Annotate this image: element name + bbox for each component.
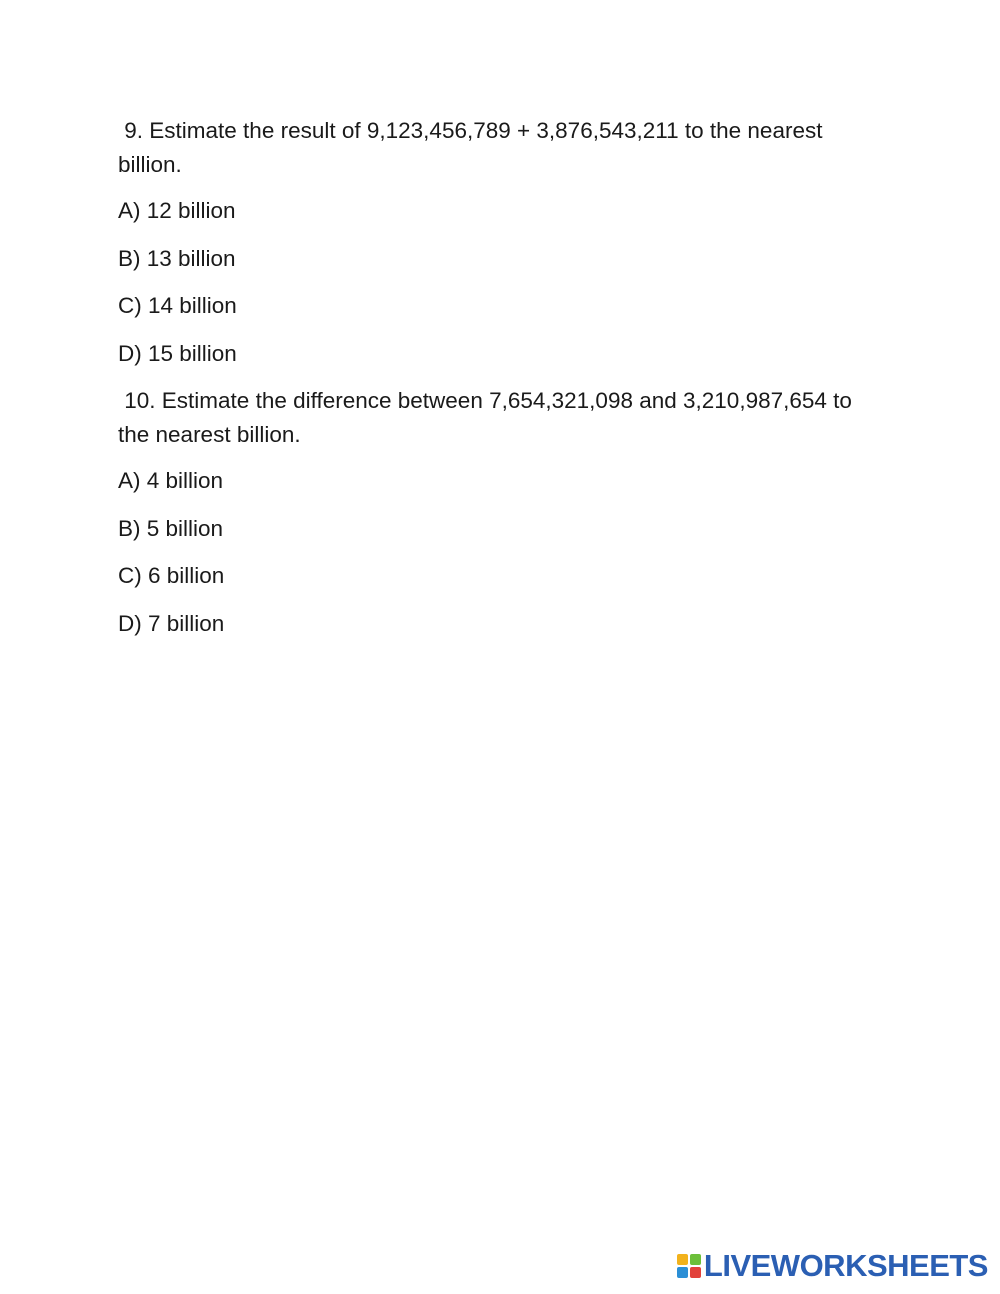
liveworksheets-brand — [677, 1248, 988, 1284]
question-text: 10. Estimate the difference between 7,654,321,098 and 3,210,987,654 to the nearest billion. — [118, 388, 859, 447]
question-10 — [118, 384, 888, 641]
answer-option-b[interactable]: B) 5 billion — [118, 515, 224, 541]
liveworksheets-logo-icon — [677, 1254, 701, 1278]
answer-option-c[interactable]: C) 6 billion — [118, 563, 225, 588]
logo-square-red — [690, 1267, 701, 1278]
answer-option-d[interactable]: D) 15 billion — [118, 340, 237, 366]
answer-option-a[interactable]: A) 12 billion — [118, 198, 236, 223]
brand-name: LIVEWORKSHEETS — [703, 1248, 988, 1283]
logo-square-yellow — [677, 1254, 688, 1265]
logo-square-green — [690, 1254, 701, 1265]
logo-square-blue — [677, 1267, 688, 1278]
question-9 — [118, 114, 888, 371]
answer-option-b[interactable]: B) 13 billion — [118, 245, 236, 271]
question-text: 9. Estimate the result of 9,123,456,789 + 3,876,543,211 to the nearest billion. — [118, 118, 829, 177]
answer-option-d[interactable]: D) 7 billion — [118, 610, 225, 636]
worksheet-content — [118, 114, 888, 654]
answer-option-a[interactable]: A) 4 billion — [118, 468, 224, 493]
answer-option-c[interactable]: C) 14 billion — [118, 293, 237, 318]
